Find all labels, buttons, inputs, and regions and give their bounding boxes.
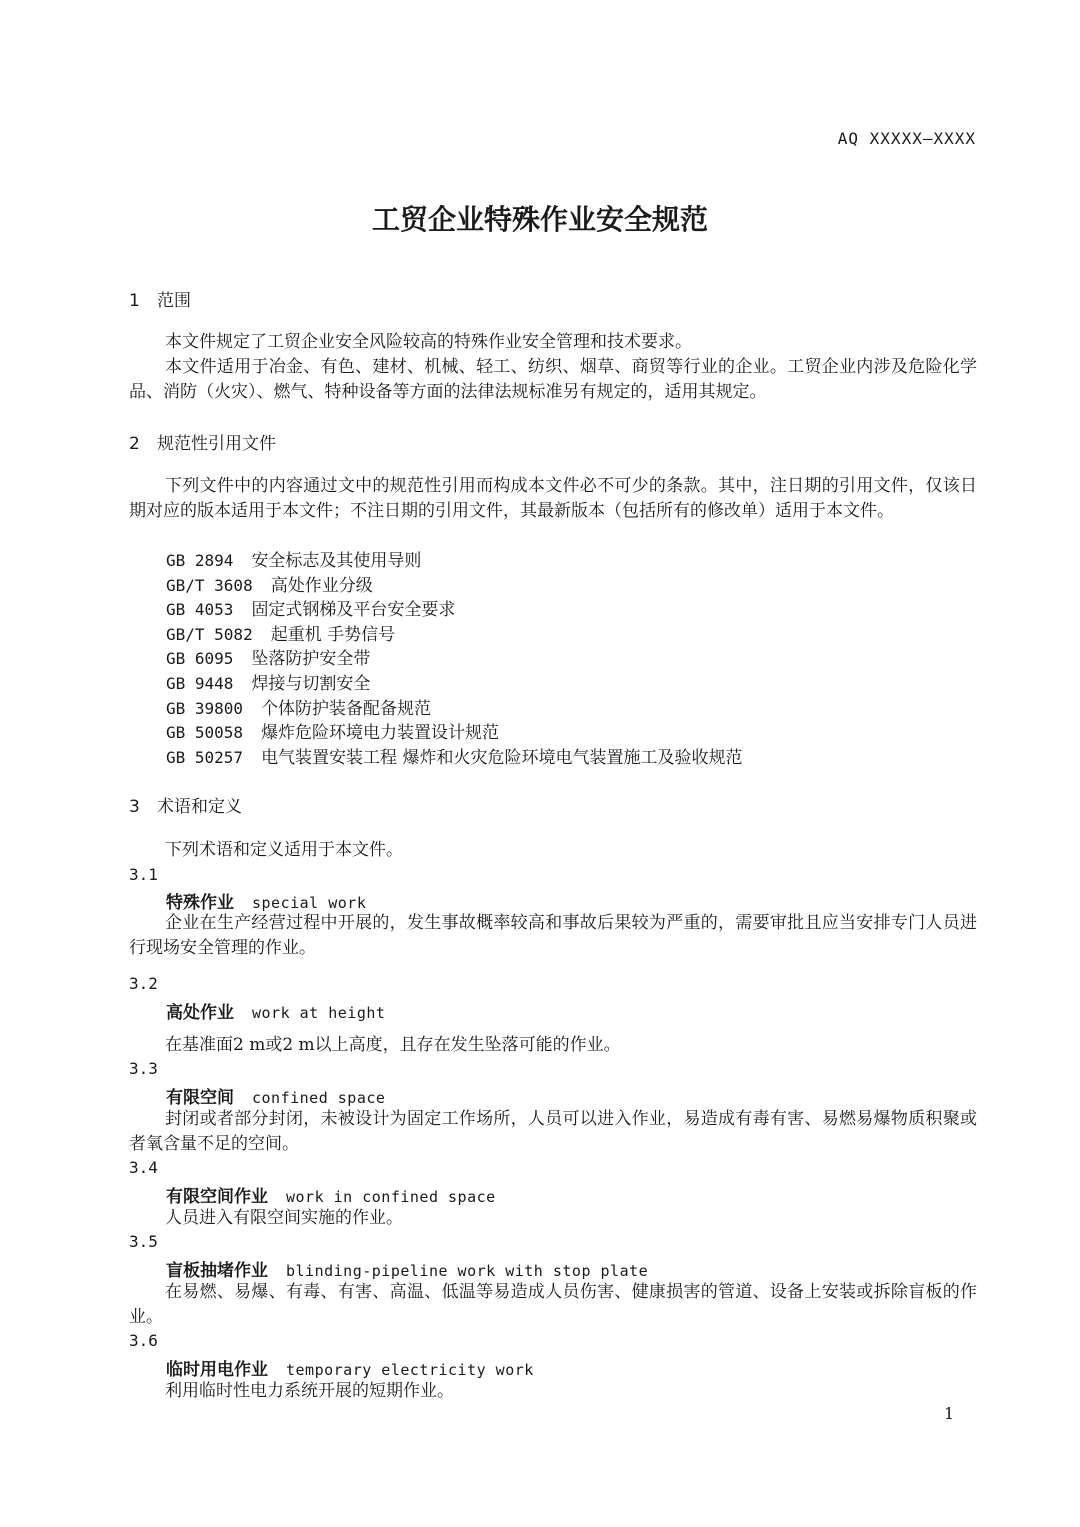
term-heading — [166, 1182, 496, 1207]
section-title: 规范性引用文件 — [157, 434, 276, 454]
term-zh: 盲板抽堵作业 — [166, 1261, 268, 1281]
reference-name: 个体防护装备配备规范 — [261, 698, 432, 719]
reference-code: GB 9448 — [166, 673, 234, 693]
scope-paragraph-1: 本文件规定了工贸企业安全风险较高的特殊作业安全管理和技术要求。 — [165, 332, 692, 352]
term-number: 3.6 — [129, 1331, 158, 1350]
reference-item — [166, 623, 742, 648]
reference-name: 焊接与切割安全 — [251, 673, 371, 694]
reference-code: GB 39800 — [166, 698, 244, 718]
term-zh: 有限空间作业 — [166, 1187, 268, 1207]
term-zh: 高处作业 — [166, 1003, 234, 1023]
term-zh: 有限空间 — [166, 1088, 234, 1108]
term-en: special work — [252, 894, 367, 912]
section-number: 2 — [129, 434, 140, 454]
reference-name: 安全标志及其使用导则 — [251, 551, 422, 571]
section-heading-references — [129, 429, 276, 454]
term-zh: 特殊作业 — [166, 893, 234, 913]
reference-code: GB 50257 — [166, 747, 244, 767]
term-definition: 企业在生产经营过程中开展的，发生事故概率较高和事故后果较为严重的，需要审批且应当安排专门人员进行现场安全管理的作业。 — [129, 913, 977, 958]
document-title: 工贸企业特殊作业安全规范 — [371, 203, 708, 236]
term-heading — [166, 1083, 385, 1108]
reference-item — [166, 574, 742, 599]
reference-item — [166, 721, 742, 746]
term-en: temporary electricity work — [286, 1361, 534, 1379]
reference-name: 电气装置安装工程 爆炸和火灾危险环境电气装置施工及验收规范 — [261, 747, 743, 768]
section-title: 范围 — [157, 291, 191, 311]
section-heading-terms — [129, 792, 242, 817]
term-number: 3.1 — [129, 865, 158, 884]
term-en: confined space — [252, 1089, 386, 1107]
term-number: 3.5 — [129, 1232, 158, 1251]
reference-item — [166, 697, 742, 722]
term-definition: 封闭或者部分封闭，未被设计为固定工作场所，人员可以进入作业，易造成有毒有害、易燃易爆物质积聚或者氧含量不足的空间。 — [129, 1109, 977, 1154]
section-number: 3 — [129, 797, 140, 817]
reference-item — [166, 746, 742, 771]
term-heading — [166, 1256, 648, 1281]
reference-code: GB 6095 — [166, 649, 234, 669]
page-number: 1 — [944, 1404, 955, 1423]
reference-name: 坠落防护安全带 — [251, 649, 371, 670]
term-zh: 临时用电作业 — [166, 1360, 268, 1380]
reference-name: 固定式钢梯及平台安全要求 — [251, 600, 456, 621]
reference-name: 爆炸危险环境电力装置设计规范 — [261, 723, 500, 744]
scope-paragraph-2: 本文件适用于冶金、有色、建材、机械、轻工、纺织、烟草、商贸等行业的企业。工贸企业内涉及危险化学品、消防（火灾）、燃气、特种设备等方面的法律法规标准另有规定的，适用其规定。 — [129, 357, 977, 402]
term-number: 3.3 — [129, 1059, 158, 1078]
term-en: work in confined space — [286, 1188, 496, 1206]
term-heading — [166, 888, 366, 913]
reference-item — [166, 647, 742, 672]
reference-item — [166, 672, 742, 697]
reference-list — [166, 549, 742, 770]
term-definition: 在易燃、易爆、有毒、有害、高温、低温等易造成人员伤害、健康损害的管道、设备上安装或拆除盲板的作业。 — [129, 1282, 977, 1327]
reference-code: GB/T 3608 — [166, 575, 253, 595]
term-en: blinding-pipeline work with stop plate — [286, 1262, 649, 1280]
section-number: 1 — [129, 291, 140, 311]
term-definition: 人员进入有限空间实施的作业。 — [165, 1208, 403, 1228]
terms-intro: 下列术语和定义适用于本文件。 — [165, 840, 403, 860]
term-number: 3.2 — [129, 974, 158, 993]
term-en: work at height — [252, 1004, 386, 1022]
reference-code: GB 4053 — [166, 600, 234, 620]
reference-item — [166, 549, 742, 574]
reference-name: 起重机 手势信号 — [270, 624, 396, 645]
term-heading — [166, 998, 385, 1023]
standard-number: AQ XXXXX—XXXX — [837, 129, 976, 148]
reference-item — [166, 598, 742, 623]
term-heading — [166, 1355, 534, 1380]
references-intro: 下列文件中的内容通过文中的规范性引用而构成本文件必不可少的条款。其中，注日期的引用文件，仅该日期对应的版本适用于本文件；不注日期的引用文件，其最新版本（包括所有的修改单）适用于本文件。 — [129, 476, 977, 521]
reference-name: 高处作业分级 — [270, 575, 373, 596]
section-title: 术语和定义 — [157, 797, 242, 817]
reference-code: GB 50058 — [166, 723, 244, 743]
term-definition: 在基准面2 m或2 m以上高度，且存在发生坠落可能的作业。 — [165, 1035, 621, 1055]
term-definition: 利用临时性电力系统开展的短期作业。 — [165, 1381, 454, 1401]
section-heading-scope — [129, 286, 191, 311]
reference-code: GB 2894 — [166, 551, 234, 570]
term-number: 3.4 — [129, 1158, 158, 1177]
reference-code: GB/T 5082 — [166, 624, 253, 644]
